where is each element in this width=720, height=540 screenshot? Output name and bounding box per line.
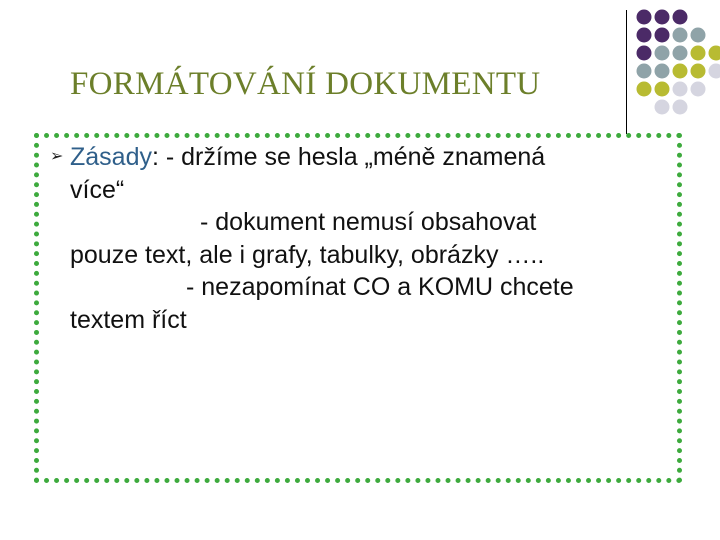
decoration-dot xyxy=(637,82,652,97)
decoration-dot xyxy=(673,82,688,97)
decoration-dot xyxy=(673,10,688,25)
principles-label: Zásady xyxy=(70,143,152,171)
decoration-dot xyxy=(655,10,670,25)
slide-title: FORMÁTOVÁNÍ DOKUMENTU xyxy=(70,66,541,102)
bullet-text xyxy=(70,141,670,336)
title-divider-line xyxy=(626,10,627,134)
decoration-dot xyxy=(691,64,706,79)
decoration-dot xyxy=(637,28,652,43)
decoration-dot xyxy=(655,100,670,115)
decoration-dot xyxy=(655,28,670,43)
decoration-dot xyxy=(655,82,670,97)
decoration-dot xyxy=(709,46,720,61)
arrow-bullet-icon: ➢ xyxy=(50,146,64,165)
text-line: - dokument nemusí obsahovat xyxy=(200,208,537,236)
decoration-dot xyxy=(637,64,652,79)
label-suffix: : - držíme se hesla „méně znamená xyxy=(151,143,546,171)
decoration-dot xyxy=(655,64,670,79)
decoration-dot xyxy=(655,46,670,61)
decoration-dot xyxy=(673,28,688,43)
decoration-dot xyxy=(637,10,652,25)
decoration-dot xyxy=(673,46,688,61)
text-line: textem říct xyxy=(70,305,187,334)
decoration-dot xyxy=(691,28,706,43)
text-line: - nezapomínat CO a KOMU chcete xyxy=(186,273,574,301)
corner-dot-decoration xyxy=(632,6,720,120)
decoration-dot xyxy=(637,46,652,61)
decoration-dot xyxy=(673,64,688,79)
decoration-dot xyxy=(691,82,706,97)
decoration-dot xyxy=(691,46,706,61)
text-line xyxy=(70,141,670,174)
decoration-dot xyxy=(709,64,720,79)
text-line: pouze text, ale i grafy, tabulky, obrázky ….. xyxy=(70,240,545,269)
decoration-dot xyxy=(673,100,688,115)
text-line: více“ xyxy=(70,175,125,204)
